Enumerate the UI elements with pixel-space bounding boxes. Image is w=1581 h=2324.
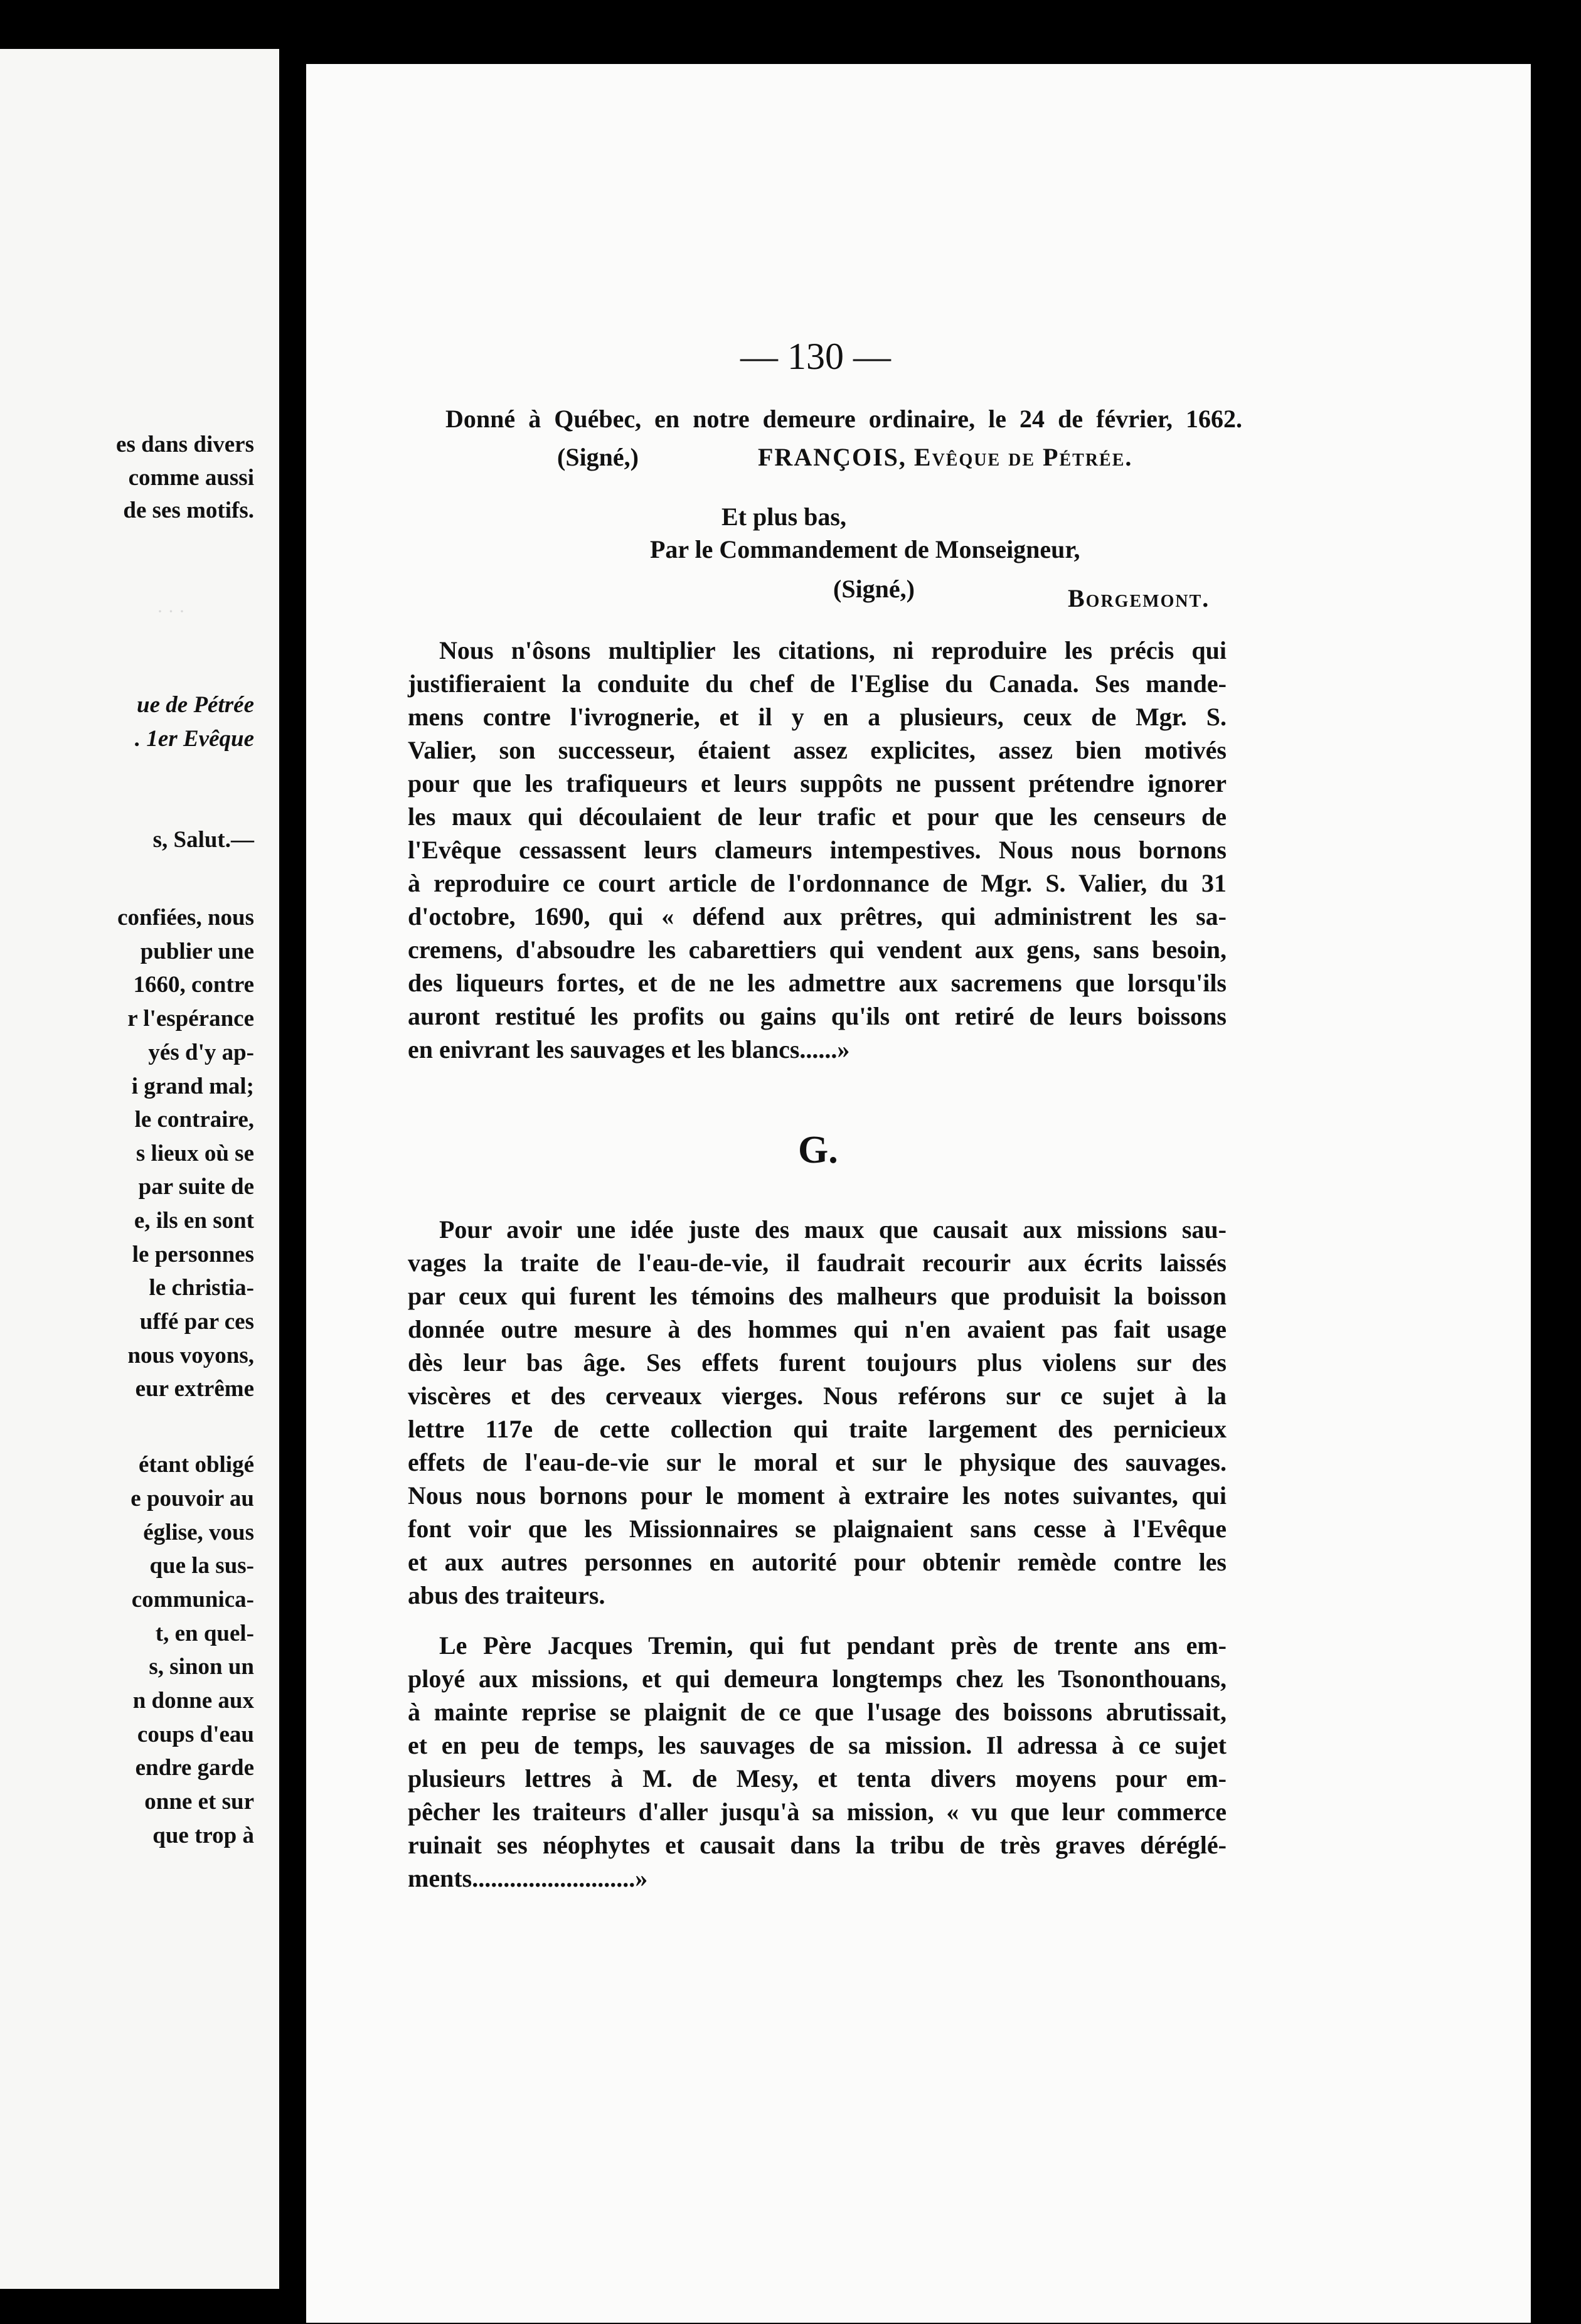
left-page-line: t, en quel- (155, 1621, 254, 1646)
main-page (306, 64, 1531, 2323)
left-page-line: i grand mal; (131, 1074, 254, 1099)
signed-label: (Signé,) (833, 575, 915, 603)
text-line: Nous nous bornons pour le moment à extraire les notes suivantes, qui (408, 1481, 1227, 1510)
text-line: vages la traite de l'eau-de-vie, il faudrait recourir aux écrits laissés (408, 1249, 1227, 1277)
text-line: dès leur bas âge. Ses effets furent toujours plus violens sur des (408, 1348, 1227, 1377)
left-page-line: confiées, nous (117, 905, 254, 930)
left-page-line: e pouvoir au (130, 1486, 254, 1511)
text-line: ployé aux missions, et qui demeura longtemps chez les Tsononthouans, (408, 1665, 1227, 1693)
left-page-line: uffé par ces (139, 1309, 254, 1335)
signer-name: Borgemont. (1068, 584, 1210, 612)
left-page-line: s lieux où se (136, 1141, 254, 1166)
signer-francois (758, 442, 1132, 472)
left-page-line: e, ils en sont (134, 1208, 254, 1234)
text-line: à mainte reprise se plaignit de ce que l'usage des boissons abrutissait, (408, 1698, 1227, 1726)
left-page-line: étant obligé (139, 1452, 254, 1478)
left-page-line: par suite de (138, 1174, 254, 1200)
left-page-line: nous voyons, (127, 1343, 254, 1368)
left-page-line: église, vous (143, 1520, 254, 1545)
text-line: d'octobre, 1690, qui « défend aux prêtres, qui administrent les sa- (408, 902, 1227, 930)
text-line: viscères et des cerveaux vierges. Nous reférons sur ce sujet à la (408, 1382, 1227, 1410)
left-page-line: le personnes (132, 1242, 254, 1267)
left-page-line: coups d'eau (137, 1722, 254, 1747)
text-line: auront restitué les profits ou gains qu'ils ont retiré de leurs boissons (408, 1002, 1227, 1030)
left-page-line: n donne aux (132, 1688, 254, 1714)
left-page-line: eur extrême (135, 1376, 254, 1402)
text-line: mens contre l'ivrognerie, et il y en a plusieurs, ceux de Mgr. S. (408, 703, 1227, 731)
left-page-line: s, Salut.— (152, 827, 254, 853)
left-page-line: comme aussi (128, 465, 254, 491)
commandement-line: Par le Commandement de Monseigneur, (650, 535, 1080, 563)
left-page-line: . 1er Evêque (134, 726, 254, 752)
text-line: plusieurs lettres à M. de Mesy, et tenta divers moyens pour em- (408, 1764, 1227, 1793)
text-line: ments..........................» (408, 1864, 648, 1892)
text-line: à reproduire ce court article de l'ordonnance de Mgr. S. Valier, du 31 (408, 869, 1227, 897)
left-page-line: endre garde (135, 1755, 254, 1781)
text-line: ruinait ses néophytes et causait dans la tribu de très graves déréglé- (408, 1831, 1227, 1859)
text-line: effets de l'eau-de-vie sur le moral et sur le physique des sauvages. (408, 1448, 1227, 1476)
text-line: les maux qui découlaient de leur trafic et pour que les censeurs de (408, 802, 1227, 831)
left-page-line: publier une (140, 939, 254, 964)
left-page-line: le christia- (149, 1275, 254, 1301)
left-page-line: de ses motifs. (123, 498, 254, 523)
bleed-through-text: · · · (157, 601, 185, 622)
left-page (0, 49, 279, 2289)
text-line: lettre 117e de cette collection qui traite largement des pernicieux (408, 1415, 1227, 1443)
text-line: Pour avoir une idée juste des maux que causait aux missions sau- (439, 1215, 1227, 1244)
text-line: Nous n'ôsons multiplier les citations, ni reproduire les précis qui (439, 636, 1227, 664)
text-line: pêcher les traiteurs d'aller jusqu'à sa mission, « vu que leur commerce (408, 1798, 1227, 1826)
et-plus-bas: Et plus bas, (721, 503, 846, 531)
page-number: — 130 — (740, 336, 891, 377)
text-line: et aux autres personnes en autorité pour obtenir remède contre les (408, 1548, 1227, 1576)
text-line: en enivrant les sauvages et les blancs......» (408, 1035, 850, 1063)
left-page-line: yés d'y ap- (148, 1040, 254, 1065)
text-line: Le Père Jacques Tremin, qui fut pendant près de trente ans em- (439, 1631, 1227, 1660)
left-page-line: que la sus- (149, 1553, 254, 1579)
signer-borgemont (1068, 584, 1210, 613)
text-line: justifieraient la conduite du chef de l'Eglise du Canada. Ses mande- (408, 669, 1227, 698)
left-page-line: s, sinon un (149, 1654, 254, 1680)
text-line: pour que les trafiqueurs et leurs suppôts ne pussent prétendre ignorer (408, 769, 1227, 797)
section-heading: G. (798, 1129, 838, 1171)
text-line: cremens, d'absoudre les cabarettiers qui vendent aux gens, sans besoin, (408, 935, 1227, 964)
text-line: l'Evêque cessassent leurs clameurs intempestives. Nous nous bornons (408, 836, 1227, 864)
left-page-line: r l'espérance (127, 1006, 254, 1031)
text-line: Valier, son successeur, étaient assez explicites, assez bien motivés (408, 736, 1227, 764)
text-line: abus des traiteurs. (408, 1581, 605, 1609)
left-page-line: ue de Pétrée (137, 692, 254, 718)
signer-name: FRANÇOIS, Evêque de Pétrée. (758, 443, 1133, 471)
text-line: des liqueurs fortes, et de ne les admettre aux sacremens que lorsqu'ils (408, 969, 1227, 997)
left-page-line: le contraire, (134, 1107, 254, 1133)
left-page-line: que trop à (152, 1823, 254, 1848)
left-page-line: es dans divers (116, 432, 254, 457)
left-page-line: 1660, contre (133, 972, 254, 998)
text-line: et en peu de temps, les sauvages de sa mission. Il adressa à ce sujet (408, 1731, 1227, 1759)
left-page-line: onne et sur (144, 1789, 254, 1815)
text-line: par ceux qui furent les témoins des malheurs que produisit la boisson (408, 1282, 1227, 1310)
left-page-line: communica- (131, 1587, 254, 1612)
signed-label: (Signé,) (557, 443, 639, 471)
text-line: font voir que les Missionnaires se plaignaient sans cesse à l'Evêque (408, 1515, 1227, 1543)
given-date-line: Donné à Québec, en notre demeure ordinaire, le 24 de février, 1662. (445, 405, 1242, 433)
text-line: donnée outre mesure à des hommes qui n'en avaient pas fait usage (408, 1315, 1227, 1343)
